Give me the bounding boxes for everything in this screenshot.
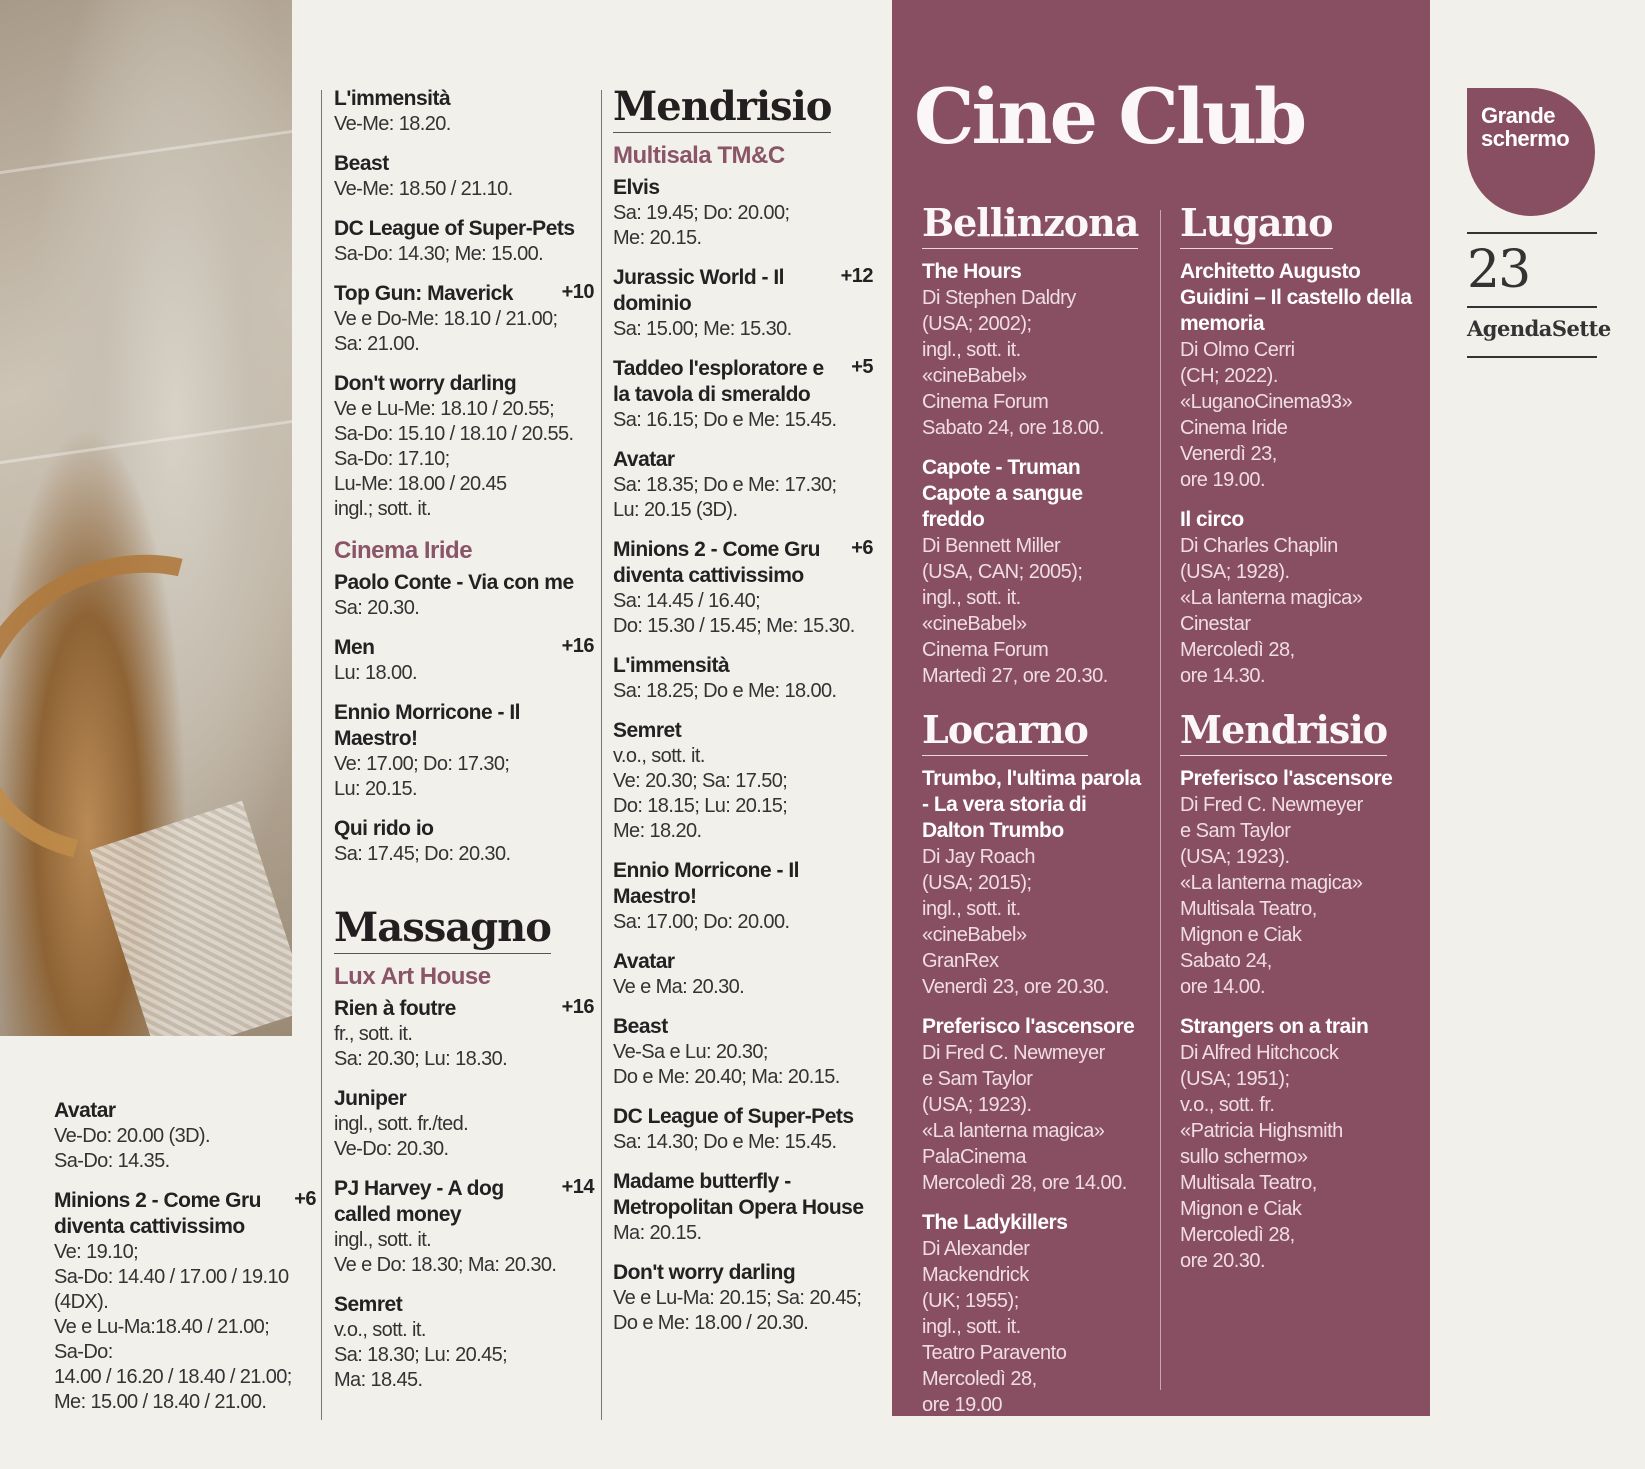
- film-detail: «La lanterna magica»: [1180, 587, 1363, 609]
- film-detail: Di Jay Roach: [922, 846, 1035, 868]
- cover-photo: [0, 0, 292, 1036]
- film-entry: [334, 1176, 594, 1278]
- film-detail: ingl.; sott. it.: [334, 498, 432, 520]
- film-entry: [613, 1014, 873, 1090]
- film-detail: Lu: 18.00.: [334, 662, 417, 684]
- film-detail: Ma: 20.15.: [613, 1222, 702, 1244]
- film-entry: [334, 996, 594, 1072]
- film-entry: [922, 1210, 1150, 1418]
- film-detail: Me: 20.15.: [613, 227, 702, 249]
- film-detail: (CH; 2022).: [1180, 365, 1278, 387]
- film-entry: [922, 766, 1150, 1000]
- film-detail: e Sam Taylor: [1180, 820, 1291, 842]
- film-title: Elvis: [613, 176, 660, 199]
- film-entry: [613, 1104, 873, 1155]
- film-detail: Me: 15.00 / 18.40 / 21.00.: [54, 1391, 267, 1413]
- film-detail: Ve-Me: 18.20.: [334, 113, 451, 135]
- film-detail: Mignon e Ciak: [1180, 1198, 1302, 1220]
- town-title: Locarno: [922, 707, 1088, 756]
- film-entry: [54, 1098, 316, 1174]
- film-detail: Sa: 14.45 / 16.40;: [613, 590, 761, 612]
- film-detail: Do: 15.30 / 15.45; Me: 15.30.: [613, 615, 855, 637]
- film-title: Preferisco l'ascensore: [1180, 767, 1393, 790]
- film-title: Ennio Morricone - Il Maestro!: [334, 701, 521, 750]
- film-title: Qui rido io: [334, 817, 434, 840]
- film-detail: ingl., sott. fr./ted.: [334, 1113, 469, 1135]
- film-entry: [334, 371, 594, 522]
- film-title: Avatar: [54, 1099, 116, 1122]
- film-detail: Lu-Me: 18.00 / 20.45: [334, 473, 507, 495]
- film-title: Men: [334, 636, 375, 659]
- film-detail: Cinema Iride: [1180, 417, 1288, 439]
- film-detail: Mercoledì 28, ore 14.00.: [922, 1172, 1127, 1194]
- film-entry: [1180, 766, 1416, 1000]
- film-detail: Sa: 21.00.: [334, 333, 420, 355]
- film-detail: Sa: 17.00; Do: 20.00.: [613, 911, 790, 933]
- film-entry: [334, 1292, 594, 1393]
- film-entry: [613, 537, 873, 639]
- film-title: DC League of Super-Pets: [613, 1105, 854, 1128]
- film-detail: PalaCinema: [922, 1146, 1026, 1168]
- film-detail: ingl., sott. it.: [922, 1316, 1021, 1338]
- film-title: Capote - Truman Capote a sangue freddo: [922, 456, 1083, 531]
- film-title: Preferisco l'ascensore: [922, 1015, 1135, 1038]
- film-detail: Sa-Do:: [54, 1341, 113, 1363]
- film-detail: Sa-Do: 14.30; Me: 15.00.: [334, 243, 544, 265]
- film-detail: (UK; 1955);: [922, 1290, 1019, 1312]
- film-entry: [334, 1086, 594, 1162]
- venue-title: Multisala TM&C: [613, 142, 785, 169]
- film-detail: Sa-Do: 14.35.: [54, 1150, 170, 1172]
- film-detail: Cinestar: [1180, 613, 1251, 635]
- film-title: L'immensità: [613, 654, 730, 677]
- film-detail: Di Alfred Hitchcock: [1180, 1042, 1339, 1064]
- film-entry: [613, 949, 873, 1000]
- film-title: Semret: [334, 1293, 403, 1316]
- film-detail: v.o., sott. it.: [334, 1319, 426, 1341]
- film-title: The Ladykillers: [922, 1211, 1068, 1234]
- film-detail: «Patricia Highsmith: [1180, 1120, 1343, 1142]
- film-title: Minions 2 - Come Gru diventa cattivissimo: [54, 1189, 262, 1238]
- film-title: Semret: [613, 719, 682, 742]
- film-title: L'immensità: [334, 87, 451, 110]
- film-title: Beast: [613, 1015, 668, 1038]
- film-detail: Mackendrick: [922, 1264, 1029, 1286]
- film-title: Strangers on a train: [1180, 1015, 1369, 1038]
- film-title: Don't worry darling: [613, 1261, 796, 1284]
- film-detail: (USA; 2002);: [922, 313, 1032, 335]
- film-detail: ore 14.00.: [1180, 976, 1266, 998]
- film-detail: 14.00 / 16.20 / 18.40 / 21.00;: [54, 1366, 292, 1388]
- film-detail: Venerdì 23, ore 20.30.: [922, 976, 1109, 998]
- film-entry: [334, 570, 594, 621]
- film-entry: [334, 151, 594, 202]
- club-column-right: [1180, 200, 1416, 1288]
- listing-column-a: [54, 1098, 316, 1429]
- column-divider: [601, 90, 602, 1420]
- cine-club-panel: [892, 0, 1430, 1416]
- film-detail: Me: 18.20.: [613, 820, 702, 842]
- film-title: Madame butterfly - Metropolitan Opera House: [613, 1170, 864, 1219]
- film-detail: ore 20.30.: [1180, 1250, 1266, 1272]
- film-detail: Ve e Lu-Ma: 20.15; Sa: 20.45;: [613, 1287, 862, 1309]
- venue-title: Cinema Iride: [334, 537, 473, 564]
- film-detail: Di Charles Chaplin: [1180, 535, 1338, 557]
- club-divider: [1160, 210, 1161, 1390]
- film-title: Trumbo, l'ultima parola - La vera storia di Dalton Trumbo: [922, 767, 1141, 842]
- film-detail: Ve-Me: 18.50 / 21.10.: [334, 178, 513, 200]
- film-entry: [334, 700, 594, 802]
- film-detail: «cineBabel»: [922, 365, 1027, 387]
- film-detail: «LuganoCinema93»: [1180, 391, 1353, 413]
- film-title: Architetto Augusto Guidini – Il castello della memoria: [1180, 260, 1412, 335]
- film-detail: Di Alexander: [922, 1238, 1030, 1260]
- film-detail: Sabato 24, ore 18.00.: [922, 417, 1104, 439]
- film-entry: [922, 259, 1150, 441]
- film-detail: Ve-Sa e Lu: 20.30;: [613, 1041, 768, 1063]
- film-entry: [613, 718, 873, 844]
- film-entry: [613, 858, 873, 935]
- film-entry: [613, 356, 873, 433]
- film-detail: fr., sott. it.: [334, 1023, 413, 1045]
- film-detail: Mercoledì 28,: [1180, 639, 1295, 661]
- film-detail: Di Olmo Cerri: [1180, 339, 1295, 361]
- rule: [1467, 232, 1597, 234]
- film-detail: Di Bennett Miller: [922, 535, 1061, 557]
- age-rating: +14: [561, 1176, 594, 1198]
- film-detail: Ve e Do: 18.30; Ma: 20.30.: [334, 1254, 557, 1276]
- section-name: AgendaSette: [1467, 316, 1611, 341]
- section-badge: [1467, 88, 1595, 216]
- film-detail: Lu: 20.15 (3D).: [613, 499, 738, 521]
- film-title: Avatar: [613, 448, 675, 471]
- film-entry: [613, 653, 873, 704]
- film-title: Taddeo l'esploratore e la tavola di smeraldo: [613, 357, 824, 406]
- film-title: The Hours: [922, 260, 1022, 283]
- film-detail: Sa: 20.30.: [334, 597, 420, 619]
- film-detail: ingl., sott. it.: [922, 898, 1021, 920]
- film-entry: [613, 447, 873, 523]
- film-detail: Multisala Teatro,: [1180, 898, 1317, 920]
- film-detail: (USA; 1928).: [1180, 561, 1290, 583]
- film-entry: [334, 216, 594, 267]
- town-title: Mendrisio: [1180, 707, 1387, 756]
- film-entry: [1180, 1014, 1416, 1274]
- town-title: Mendrisio: [613, 84, 831, 133]
- film-detail: Cinema Forum: [922, 639, 1049, 661]
- film-detail: (USA; 1951);: [1180, 1068, 1290, 1090]
- film-detail: Ve: 19.10;: [54, 1241, 139, 1263]
- film-detail: Sa: 18.30; Lu: 20.45;: [334, 1344, 508, 1366]
- film-entry: [334, 281, 594, 357]
- film-title: Paolo Conte - Via con me: [334, 571, 574, 594]
- film-detail: Sa: 16.15; Do e Me: 15.45.: [613, 409, 837, 431]
- film-detail: Di Fred C. Newmeyer: [1180, 794, 1363, 816]
- town-title: Massagno: [334, 905, 551, 954]
- age-rating: +6: [851, 537, 873, 559]
- film-detail: Lu: 20.15.: [334, 778, 417, 800]
- film-detail: «La lanterna magica»: [922, 1120, 1105, 1142]
- film-entry: [334, 816, 594, 867]
- section-badge-label: Grande schermo: [1481, 103, 1570, 151]
- film-title: Beast: [334, 152, 389, 175]
- film-detail: Mignon e Ciak: [1180, 924, 1302, 946]
- film-detail: Sa: 18.35; Do e Me: 17.30;: [613, 474, 837, 496]
- film-entry: [334, 635, 594, 686]
- film-entry: [54, 1188, 316, 1415]
- film-title: Jurassic World - Il dominio: [613, 266, 784, 315]
- film-detail: Ve-Do: 20.30.: [334, 1138, 449, 1160]
- film-detail: GranRex: [922, 950, 999, 972]
- film-detail: Sa: 20.30; Lu: 18.30.: [334, 1048, 508, 1070]
- film-detail: Ve: 20.30; Sa: 17.50;: [613, 770, 788, 792]
- film-detail: Di Stephen Daldry: [922, 287, 1076, 309]
- film-detail: Sa-Do: 14.40 / 17.00 / 19.10 (4DX).: [54, 1266, 289, 1313]
- listing-column-b: [334, 86, 594, 1407]
- film-detail: Do e Me: 20.40; Ma: 20.15.: [613, 1066, 840, 1088]
- photo-fold: [0, 416, 292, 466]
- film-detail: e Sam Taylor: [922, 1068, 1033, 1090]
- rule: [1467, 356, 1597, 358]
- film-detail: Sa: 19.45; Do: 20.00;: [613, 202, 790, 224]
- film-detail: «La lanterna magica»: [1180, 872, 1363, 894]
- film-detail: Sa: 18.25; Do e Me: 18.00.: [613, 680, 837, 702]
- film-detail: (USA; 1923).: [1180, 846, 1290, 868]
- film-detail: Sa-Do: 17.10;: [334, 448, 450, 470]
- film-detail: Di Fred C. Newmeyer: [922, 1042, 1105, 1064]
- film-detail: «cineBabel»: [922, 613, 1027, 635]
- rule: [1467, 306, 1597, 308]
- film-title: Top Gun: Maverick: [334, 282, 513, 305]
- film-detail: Ve e Do-Me: 18.10 / 21.00;: [334, 308, 558, 330]
- film-detail: Ve: 17.00; Do: 17.30;: [334, 753, 510, 775]
- age-rating: +16: [561, 996, 594, 1018]
- film-detail: Do: 18.15; Lu: 20.15;: [613, 795, 788, 817]
- film-detail: Teatro Paravento: [922, 1342, 1067, 1364]
- film-detail: Mercoledì 28,: [922, 1368, 1037, 1390]
- film-detail: ore 19.00: [922, 1394, 1003, 1416]
- film-entry: [613, 265, 873, 342]
- film-detail: Ve-Do: 20.00 (3D).: [54, 1125, 210, 1147]
- film-entry: [922, 455, 1150, 689]
- film-title: Ennio Morricone - Il Maestro!: [613, 859, 800, 908]
- film-detail: ore 19.00.: [1180, 469, 1266, 491]
- age-rating: +5: [851, 356, 873, 378]
- film-detail: Ve e Lu-Ma:18.40 / 21.00;: [54, 1316, 270, 1338]
- film-title: Rien à foutre: [334, 997, 456, 1020]
- venue-title: Lux Art House: [334, 963, 491, 990]
- age-rating: +16: [561, 635, 594, 657]
- film-title: Avatar: [613, 950, 675, 973]
- film-detail: Martedì 27, ore 20.30.: [922, 665, 1108, 687]
- film-title: PJ Harvey - A dog called money: [334, 1177, 504, 1226]
- film-detail: ingl., sott. it.: [334, 1229, 432, 1251]
- film-entry: [1180, 259, 1416, 493]
- film-detail: Sa: 17.45; Do: 20.30.: [334, 843, 511, 865]
- film-detail: (USA; 2015);: [922, 872, 1032, 894]
- film-title: Don't worry darling: [334, 372, 517, 395]
- film-detail: Sabato 24,: [1180, 950, 1272, 972]
- column-divider: [321, 90, 322, 1420]
- age-rating: +10: [561, 281, 594, 303]
- film-detail: Multisala Teatro,: [1180, 1172, 1317, 1194]
- film-entry: [1180, 507, 1416, 689]
- film-title: Minions 2 - Come Gru diventa cattivissimo: [613, 538, 821, 587]
- film-entry: [613, 1169, 873, 1246]
- film-detail: Ve e Ma: 20.30.: [613, 976, 745, 998]
- film-detail: ore 14.30.: [1180, 665, 1266, 687]
- film-detail: Ve e Lu-Me: 18.10 / 20.55;: [334, 398, 555, 420]
- film-entry: [613, 1260, 873, 1336]
- film-detail: Cinema Forum: [922, 391, 1049, 413]
- film-detail: Ma: 18.45.: [334, 1369, 423, 1391]
- film-detail: Sa: 15.00; Me: 15.30.: [613, 318, 792, 340]
- town-title: Lugano: [1180, 200, 1333, 249]
- film-detail: (USA, CAN; 2005);: [922, 561, 1083, 583]
- film-detail: Sa: 14.30; Do e Me: 15.45.: [613, 1131, 837, 1153]
- film-title: Juniper: [334, 1087, 407, 1110]
- photo-fold: [0, 126, 292, 176]
- town-title: Bellinzona: [922, 200, 1138, 249]
- film-detail: Do e Me: 18.00 / 20.30.: [613, 1312, 809, 1334]
- film-detail: Mercoledì 28,: [1180, 1224, 1295, 1246]
- club-column-left: [922, 200, 1150, 1432]
- listing-column-c: [613, 84, 873, 1350]
- film-detail: ingl., sott. it.: [922, 587, 1021, 609]
- age-rating: +12: [840, 265, 873, 287]
- film-entry: [613, 175, 873, 251]
- film-entry: [334, 86, 594, 137]
- page-number: 23: [1467, 240, 1530, 300]
- age-rating: +6: [294, 1188, 316, 1210]
- film-detail: Sa-Do: 15.10 / 18.10 / 20.55.: [334, 423, 574, 445]
- film-entry: [922, 1014, 1150, 1196]
- film-detail: ingl., sott. it.: [922, 339, 1021, 361]
- film-detail: v.o., sott. fr.: [1180, 1094, 1275, 1116]
- film-detail: (USA; 1923).: [922, 1094, 1032, 1116]
- cine-club-title: Cine Club: [914, 72, 1305, 161]
- film-title: DC League of Super-Pets: [334, 217, 575, 240]
- film-title: Il circo: [1180, 508, 1244, 531]
- film-detail: Venerdì 23,: [1180, 443, 1277, 465]
- film-detail: v.o., sott. it.: [613, 745, 705, 767]
- film-detail: «cineBabel»: [922, 924, 1027, 946]
- film-detail: sullo schermo»: [1180, 1146, 1308, 1168]
